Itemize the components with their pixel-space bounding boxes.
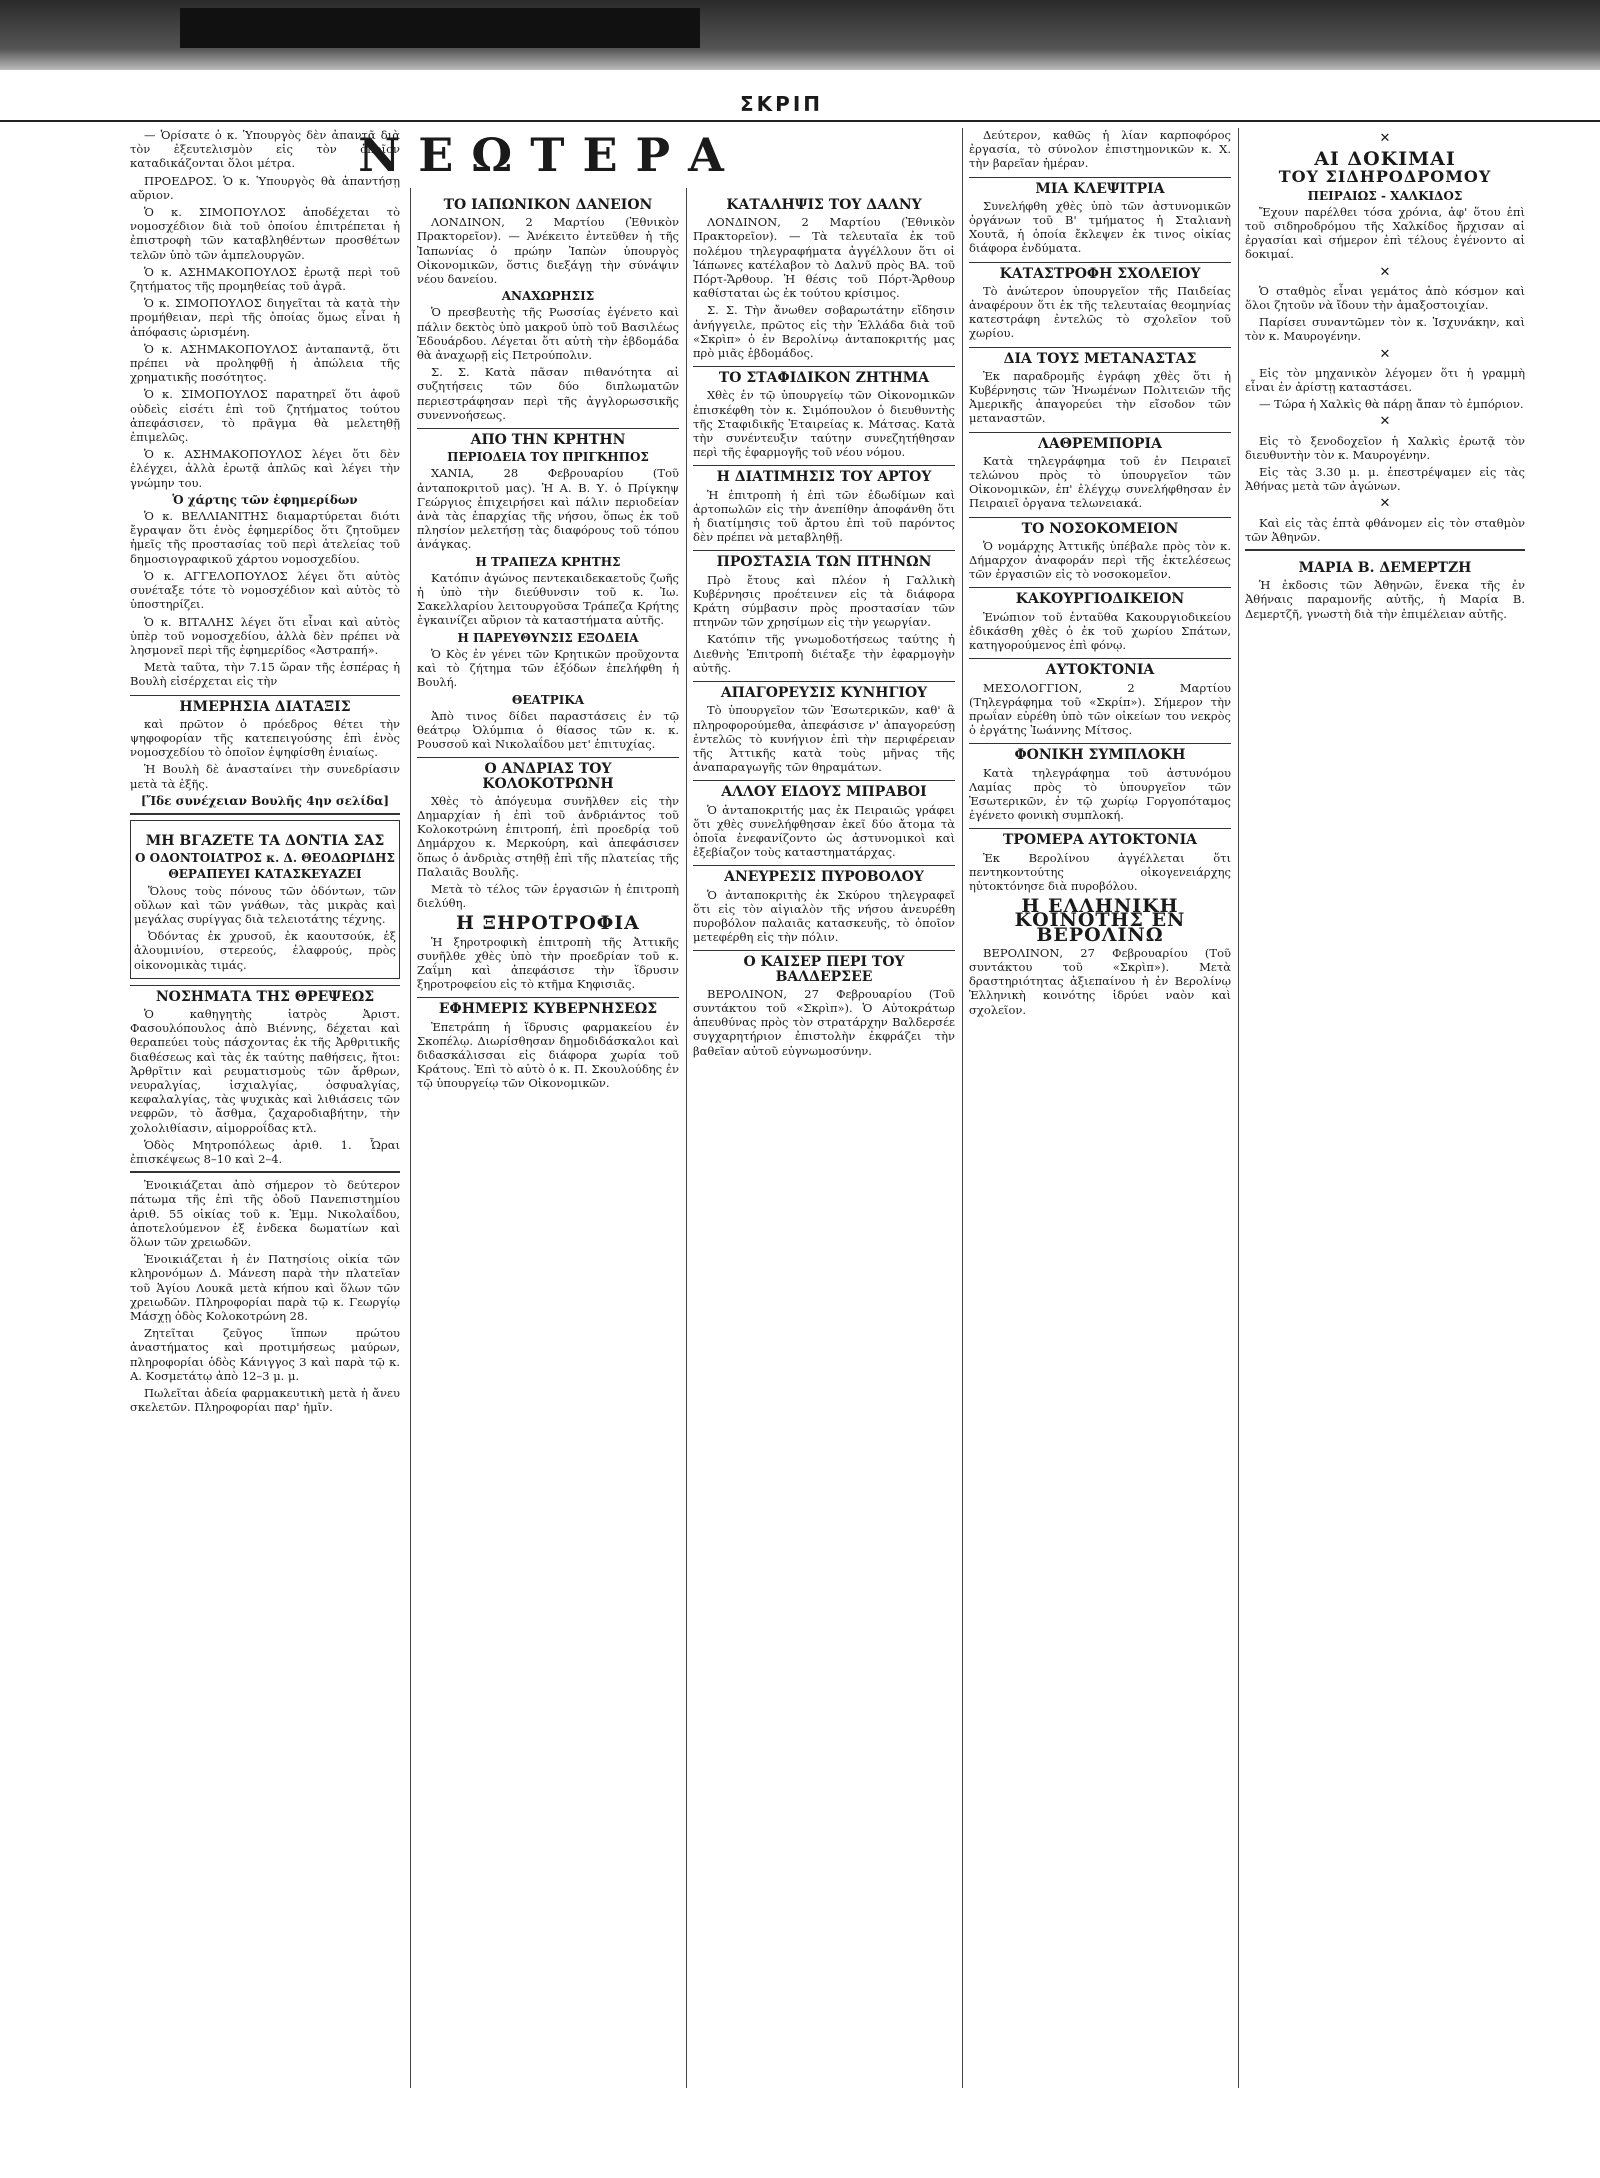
- paragraph: Εἰς τὸν μηχανικὸν λέγομεν ὅτι ἡ γραμμὴ εἶναι ἐν ἀρίστῃ καταστάσει.: [1245, 365, 1525, 395]
- classified: Ἐνοικιάζεται ἀπὸ σήμερον τὸ δεύτερον πάτωμα τῆς ἐπὶ τῆς ὁδοῦ Πανεπιστημίου ἀριθ. 55 οἰκίας τοῦ κ. Ἐμμ. Νικολαΐδου, ἀποτελούμενον ἐξ ἐνδεκα δωματίων καὶ ὅλων τῶν χρειωδῶν.: [130, 1178, 400, 1250]
- paragraph: Ἡ ἐπιτροπὴ ἡ ἐπὶ τῶν ἐδωδίμων καὶ ἀρτοπωλῶν εἰς τὴν ἀνεπίθην ἀποφάνθη ὅτι ἡ διατίμησις τοῦ ἄρτου ἐπὶ τοῦ παρόντος δὲν πρέπει νὰ μεταβληθῇ.: [693, 487, 955, 545]
- section-heading: ΗΜΕΡΗΣΙΑ ΔΙΑΤΑΞΙΣ: [130, 695, 400, 714]
- paragraph: Ἐκ παραδρομῆς ἐγράφη χθὲς ὅτι ἡ Κυβέρνησις τῶν Ἡνωμένων Πολιτειῶν τῆς Ἀμερικῆς ἀπαγορεύει τὴν εἴσοδον τῶν μεταναστῶν.: [969, 368, 1231, 426]
- paragraph: Ὅλους τοὺς πόνους τῶν ὀδόντων, τῶν οὔλων καὶ τῶν γνάθων, τὰς μικρὰς καὶ μεγάλας συρίγγας διὰ τελειοτάτης τέχνης.: [134, 883, 396, 926]
- section-heading: ΛΑΘΡΕΜΠΟΡΙΑ: [969, 432, 1231, 451]
- section-heading-large: ΤΟΥ ΣΙΔΗΡΟΔΡΟΜΟΥ: [1278, 167, 1492, 187]
- section-heading: ΕΦΗΜΕΡΙΣ ΚΥΒΕΡΝΗΣΕΩΣ: [417, 997, 679, 1016]
- paragraph: Τὸ ἀνώτερον ὑπουργεῖον τῆς Παιδείας ἀναφέρουν ὅτι ἐκ τῆς τελευταίας θεομηνίας κατεστράφη ἐντελῶς τὸ σχολεῖον τοῦ χωρίου.: [969, 283, 1231, 341]
- paragraph: Κατὰ τηλεγράφημα τοῦ ἀστυνόμου Λαμίας πρὸς τὸ ὑπουργεῖον τῶν Ἐσωτερικῶν, ἐν τῷ χωρίῳ Γοργοπόταμος ἐγένετο φονικὴ συμπλοκή.: [969, 765, 1231, 823]
- paragraph: Σ. Σ. Τὴν ἄνωθεν σοβαρωτάτην εἴδησιν ἀνήγγειλε, πρῶτος εἰς τὴν Ἑλλάδα διὰ τοῦ «Σκρὶπ» ὁ ἐν Βερολίνῳ ἀνταποκριτής μας πρὸ μιᾶς ἑβδομάδος.: [693, 303, 955, 361]
- classified: Ζητεῖται ζεῦγος ἵππων πρώτου ἀναστήματος καὶ προτιμήσεως μαύρων, πληροφορίαι ὁδὸς Κάνιγγος 3 καὶ παρὰ τῷ κ. Α. Κοσμετάτῳ ἀπὸ 12–3 μ. μ.: [130, 1326, 400, 1383]
- paragraph: καὶ πρῶτον ὁ πρόεδρος θέτει τὴν ψηφοφορίαν τῆς κατεπειγούσης ἐπὶ ἑνὸς νομοσχεδίου τὸ ὁποῖον ἐψηφίσθη ἐνιαίως.: [130, 716, 400, 760]
- paragraph: Ὁ κ. ΣΙΜΟΠΟΥΛΟΣ ἀποδέχεται τὸ νομοσχέδιον διὰ τοῦ ὁποίου ἐπιτρέπεται ἡ ἐπιστροφὴ τῶν καταβληθέντων προσθέτων τελῶν ὑπὸ τῶν ἀμπελουργῶν.: [130, 205, 400, 262]
- subheading: Η ΠΑΡΕΥΘΥΝΣΙΣ ΕΞΟΔΕΙΑ: [457, 630, 639, 645]
- divider: [130, 813, 400, 815]
- paragraph: Ὁ κ. ΣΙΜΟΠΟΥΛΟΣ διηγεῖται τὰ κατὰ τὴν προμήθειαν, περὶ τῆς ὁποίας ὅμως εἶναι ἡ ἀπόφασις ὡρισμένη.: [130, 296, 400, 339]
- section-heading: ΑΝΕΥΡΕΣΙΣ ΠΥΡΟΒΟΛΟΥ: [693, 865, 955, 884]
- section-heading: ΤΟ ΣΤΑΦΙΔΙΚΟΝ ΖΗΤΗΜΑ: [693, 366, 955, 385]
- paragraph: Συνελήφθη χθὲς ὑπὸ τῶν ἀστυνομικῶν ὀργάνων τοῦ Β' τμήματος ἡ Σταλιανὴ Χουτᾶ, ἡ ὁποία ἔκλεψεν ἐκ τινος οἰκίας διάφορα ἐνδύματα.: [969, 198, 1231, 256]
- separator-mark: ✕: [1379, 346, 1391, 362]
- section-heading: ΚΑΤΑΣΤΡΟΦΗ ΣΧΟΛΕΙΟΥ: [969, 262, 1231, 281]
- section-heading-large: Η ΕΛΛΗΝΙΚΗ ΚΟΙΝΟΤΗΣ ΕΝ ΒΕΡΟΛΙΝΩ: [1014, 895, 1186, 946]
- paragraph: Ὁ κ. ΑΣΗΜΑΚΟΠΟΥΛΟΣ λέγει ὅτι δὲν ἐλέγχει, ἀλλὰ ἐρωτᾷ ἁπλῶς καὶ λέγει τὴν γνώμην του.: [130, 447, 400, 490]
- paragraph: Ὁ ἀνταποκριτὴς ἐκ Σκύρου τηλεγραφεῖ ὅτι εἰς τὸν αἰγιαλὸν τῆς νήσου ἀνευρέθη πυροβόλον παλαιᾶς κατασκευῆς, τὸ ὁποῖον μετεφέρθη εἰς τὴν πόλιν.: [693, 887, 955, 945]
- section-heading: ΔΙΑ ΤΟΥΣ ΜΕΤΑΝΑΣΤΑΣ: [969, 347, 1231, 366]
- paragraph: Ὁ κ. ΒΕΛΛΙΑΝΙΤΗΣ διαμαρτύρεται διότι ἔγραψαν ὅτι ἑνὸς ἐφημερίδος ὅτι ζητοῦμεν ἡμεῖς τῆς προστασίας τοῦ περὶ ἀτελείας τοῦ δημοσιογραφικοῦ χάρτου νομοσχεδίου.: [130, 509, 400, 566]
- subheading: ΘΕΑΤΡΙΚΑ: [511, 692, 585, 707]
- section-heading: ΤΟ ΙΑΠΩΝΙΚΟΝ ΔΑΝΕΙΟΝ: [443, 197, 653, 213]
- section-heading: ΑΠΟ ΤΗΝ ΚΡΗΤΗΝ: [417, 428, 679, 447]
- paragraph: — Τώρα ἡ Χαλκὶς θὰ πάρῃ ἄπαν τὸ ἐμπόριον.: [1259, 397, 1524, 412]
- top-scan-band: [0, 0, 1600, 70]
- section-heading: ΑΠΑΓΟΡΕΥΣΙΣ ΚΥΝΗΓΙΟΥ: [693, 681, 955, 700]
- column-4: [962, 128, 1237, 2088]
- paragraph: Ὁ κ. ΒΙΤΑΛΗΣ λέγει ὅτι εἶναι καὶ αὐτὸς ὑπὲρ τοῦ νομοσχεδίου, ἀλλὰ δὲν πρέπει νὰ λησμονεῖ περὶ τῆς ἐφημερίδος «Ἀστραπή».: [130, 614, 400, 657]
- paragraph: Δεύτερον, καθῶς ἡ λίαν καρποφόρος ἐργασία, τὸ σύνολον ἐπιστημονικῶν κ. Χ. τὴν βαρεῖαν ἡμέραν.: [969, 128, 1231, 171]
- section-heading-large: Η ΞΗΡΟΤΡΟΦΙΑ: [456, 912, 640, 935]
- column-2: [410, 188, 685, 2088]
- paragraph: Σ. Σ. Κατὰ πᾶσαν πιθανότητα αἱ συζητήσεις τῶν δύο διπλωματῶν περιεστράφησαν περὶ τῆς ἀγγλορωσσικῆς συνεννοήσεως.: [417, 365, 679, 422]
- paragraph: Ὁ κ. ΑΣΗΜΑΚΟΠΟΥΛΟΣ ἐρωτᾷ περὶ τοῦ ζητήματος τῆς προμηθείας τοῦ ἀγρᾶ.: [130, 264, 400, 294]
- paragraph: Κατόπιν τῆς γνωμοδοτήσεως ταύτης ἡ Διεθνὴς Ἐπιτροπὴ διέταξε τὴν ἐφαρμογὴν αὐτῆς.: [693, 632, 955, 675]
- paragraph: Μετὰ τὸ τέλος τῶν ἐργασιῶν ἡ ἐπιτροπὴ διελύθη.: [417, 881, 679, 911]
- paragraph: Ἡ ἐκδοσις τῶν Ἀθηνῶν, ἕνεκα τῆς ἐν Ἀθήναις παραμονῆς αὐτῆς, ἡ Μαρία Β. Δεμερτζῆ, γνωστὴ διὰ τὴν ἐπιμέλειαν αὐτῆς.: [1245, 578, 1525, 621]
- ad-subheads: ΘΕΡΑΠΕΥΕΙ ΚΑΤΑΣΚΕΥΑΖΕΙ: [168, 867, 362, 882]
- paragraph: Ὁ καθηγητὴς ἰατρὸς Ἀριστ. Φασουλόπουλος ἀπὸ Βιέννης, δέχεται καὶ θεραπεύει τοὺς πάσχοντας ἐκ τῆς Ἀρθριτικῆς διαθέσεως καὶ τὰς ἐκ ταύτης παθήσεις, ἤτοι: Ἀρθρῖτιν καὶ ρευματισμοὺς τῶν ἄρθρων, νευραλγίας, ἰσχιαλγίας, ὀσφυαλγίας, κεφαλαλγίας, τὰς ψυχικὰς καὶ λιθιάσεις τῶν νεφρῶν, τὸ ἄσθμα, ζαχαροδιαβήτην, τὴν χολολιθίασιν, αἱμορροΐδας κτλ.: [130, 1006, 400, 1135]
- ad-title: ΜΗ ΒΓΑΖΕΤΕ ΤΑ ΔΟΝΤΙΑ ΣΑΣ: [145, 832, 385, 849]
- paragraph: Εἰς τὰς 3.30 μ. μ. ἐπεστρέψαμεν εἰς τὰς Ἀθήνας μετὰ τῶν ἀγώνων.: [1245, 465, 1525, 494]
- paragraph: ΒΕΡΟΛΙΝΟΝ, 27 Φεβρουαρίου (Τοῦ συντάκτου τοῦ «Σκρὶπ»). Μετὰ δραστηριότητας ἀξιεπαίνου ἡ ἐν Βερολίνῳ Ἑλληνικὴ κοινότης ἱδρύει ναὸν καὶ σχολεῖον.: [969, 945, 1231, 1017]
- paragraph: Καὶ εἰς τὰς ἐπτὰ φθάνομεν εἰς τὸν σταθμὸν τῶν Ἀθηνῶν.: [1245, 515, 1525, 544]
- paragraph: ΛΟΝΔΙΝΟΝ, 2 Μαρτίου (Ἐθνικὸν Πρακτορεῖον). — Τὰ τελευταῖα ἐκ τοῦ πολέμου τηλεγραφήματα ἀγγέλλουν ὅτι οἱ Ἰάπωνες κατέλαβον τὸ Δαλνῦ πρὸς ΒΑ. τοῦ Πόρτ-Ἄρθουρ. Ἡ θέσις τοῦ Πόρτ-Ἄρθουρ καθίσταται ὡς ἐκ τούτου κρίσιμος.: [693, 215, 955, 301]
- paragraph: Ὁ κ. ΑΓΓΕΛΟΠΟΥΛΟΣ λέγει ὅτι αὐτὸς συνέταξε τότε τὸ νομοσχέδιον καὶ αὐτὸς τὸ ὑποστηρίζει.: [130, 568, 400, 612]
- section-heading: ΤΟ ΝΟΣΟΚΟΜΕΙΟΝ: [969, 517, 1231, 536]
- section-heading: ΜΙΑ ΚΛΕΨΙΤΡΙΑ: [969, 177, 1231, 196]
- section-heading: ΝΟΣΗΜΑΤΑ ΤΗΣ ΘΡΕΨΕΩΣ: [130, 985, 400, 1004]
- paragraph: Ὀδόντας ἐκ χρυσοῦ, ἐκ καουτσούκ, ἐξ ἀλουμινίου, στερεούς, ἐλαφρούς, πρὸς οἰκονομικὰς τιμάς.: [134, 929, 396, 972]
- paragraph: Παρίσει συναντῶμεν τὸν κ. Ἰσχυνάκην, καὶ τὸν κ. Μαυρογένην.: [1245, 315, 1525, 344]
- paragraph: Εἰς τὸ ξενοδοχεῖον ἡ Χαλκὶς ἐρωτᾷ τὸν διευθυντὴν τὸν κ. Μαυρογένην.: [1245, 433, 1525, 462]
- separator-mark: ✕: [1379, 414, 1391, 430]
- dentist-ad: [130, 820, 400, 979]
- paragraph: Ὁ νομάρχης Ἀττικῆς ὑπέβαλε πρὸς τὸν κ. Δήμαρχον ἀναφοράν περὶ τῆς ἐκτελέσεως τῶν ἐργασιῶν εἰς τὸ νοσοκομεῖον.: [969, 538, 1231, 582]
- paragraph: Ἔχουν παρέλθει τόσα χρόνια, ἀφ' ὅτου ἐπὶ τοῦ σιδηροδρόμου τῆς Χαλκίδος ἤρχισαν αἱ ἐργασίαι καὶ σήμερον ἐπὶ τέλους ἐγένοντο αἱ δοκιμαί.: [1245, 204, 1525, 262]
- paragraph: Ἀπὸ τινος δίδει παραστάσεις ἐν τῷ θεάτρῳ Ὀλύμπια ὁ θίασος τῶν κ. κ. Ρουσσοῦ καὶ Νικολαΐδου μετ' ἐπιτυχίας.: [417, 708, 679, 752]
- section-heading: ΑΥΤΟΚΤΟΝΙΑ: [969, 658, 1231, 677]
- paragraph: ΜΕΣΟΛΟΓΓΙΟΝ, 2 Μαρτίου (Τηλεγράφημα τοῦ «Σκρίπ»). Σήμερον τὴν πρωΐαν εὑρέθη ὑπὸ τῶν οἰκείων του νεκρὸς ὁ ἐργάτης Ἰωάννης Μίτσος.: [969, 680, 1231, 738]
- section-heading: ΚΑΚΟΥΡΓΙΟΔΙΚΕΙΟΝ: [969, 587, 1231, 606]
- neotera-banner: ΝΕΩΤΕΡΑ: [358, 128, 742, 182]
- paragraph: Ἐκ Βερολίνου ἀγγέλλεται ὅτι πεντηκοντούτης οἰκογενειάρχης ηὐτοκτόνησε διὰ πυροβόλου.: [969, 850, 1231, 893]
- classified: Ἐνοικιάζεται ἡ ἐν Πατησίοις οἰκία τῶν κληρονόμων Δ. Μάνεση παρὰ τὴν πλατεῖαν τοῦ Ἁγίου Λουκᾶ μετὰ κήπου καὶ ὅλων τῶν χρειωδῶν. Πληροφορίαι παρὰ τῷ κ. Γεωργίῳ Μάσχῃ ὁδὸς Κολοκοτρώνη 28.: [130, 1252, 400, 1324]
- paragraph: ΧΑΝΙΑ, 28 Φεβρουαρίου (Τοῦ ἀνταποκριτοῦ μας). Ἡ Α. Β. Υ. ὁ Πρίγκηψ Γεώργιος ἐπιχειρήσει καὶ πάλιν περιοδείαν ἀνὰ τὰς ἐπαρχίας τῆς νήσου, ὅπως ἐκ τοῦ πλησίον μελετήσῃ τὰς διαφόρους τοῦ τόπου ἀνάγκας.: [417, 466, 679, 552]
- section-heading-large: ΑΙ ΔΟΚΙΜΑΙ: [1314, 148, 1456, 171]
- paragraph: — Ὁρίσατε ὁ κ. Ὑπουργὸς δὲν ἀπαντᾷ διὰ τὸν ἐξευτελισμὸν εἰς τὸν ὁποῖον καταδικάζονται ὅλοι μέτρα.: [130, 128, 400, 171]
- paragraph: Ἐνώπιον τοῦ ἐνταῦθα Κακουργιοδικείου ἐδικάσθη χθὲς ὁ ἐκ τοῦ χωρίου Σπάτων, κατηγορούμενος ἐπὶ φόνῳ.: [969, 609, 1231, 653]
- paragraph: Ἡ Βουλὴ δὲ ἀνασταίνει τὴν συνεδρίασιν μετὰ τὰ ἐξῆς.: [130, 762, 400, 791]
- paragraph: Τὸ ὑπουργεῖον τῶν Ἐσωτερικῶν, καθ' ἃ πληροφορούμεθα, ἀπεφάσισε ν' ἀπαγορεύσῃ ἐντελῶς τὸ κυνήγιον ἐπὶ τὴν περιφέρειαν τῆς Ἀττικῆς κατὰ τοὺς μῆνας τῆς ἀναπαραγωγῆς τῶν θηραμάτων.: [693, 703, 955, 775]
- section-heading: ΜΑΡΙΑ Β. ΔΕΜΕΡΤΖΗ: [1298, 560, 1472, 577]
- subheading: ΠΕΡΙΟΔΕΙΑ ΤΟΥ ΠΡΙΓΚΗΠΟΣ: [447, 450, 649, 465]
- subheading: ΠΕΙΡΑΙΩΣ - ΧΑΛΚΙΔΟΣ: [1307, 188, 1463, 203]
- column-1: [130, 128, 406, 2088]
- classified: Πωλεῖται ἀδεία φαρμακευτικὴ μετὰ ἡ ἄνευ σκελετῶν. Πληροφορίαι παρ' ἡμῖν.: [130, 1386, 400, 1415]
- paragraph: Ὁ Κὸς ἐν γένει τῶν Κρητικῶν προῦχοντα καὶ τὸ ζήτημα τῶν ἐξόδων ἐπελήφθη ἡ Βουλή.: [417, 646, 679, 690]
- divider: [130, 1171, 400, 1173]
- masthead-name: ΣΚΡΙΠ: [740, 92, 823, 116]
- section-heading: Ο ΑΝΔΡΙΑΣ ΤΟΥ ΚΟΛΟΚΟΤΡΩΝΗ: [417, 757, 679, 790]
- paragraph: Μετὰ ταῦτα, τὴν 7.15 ὥραν τῆς ἑσπέρας ἡ Βουλὴ εἰσέρχεται εἰς τὴν: [130, 660, 400, 689]
- paragraph: Χθὲς ἐν τῷ ὑπουργείῳ τῶν Οἰκονομικῶν ἐπισκέφθη τὸν κ. Σιμόπουλον ὁ διευθυντὴς τῆς Σταφιδικῆς Ἐταιρείας κ. Μάτσας. Κατὰ τὴν συνέντευξιν ταύτην συνεζητήθησαν περὶ τῆς ἐφαρμογῆς τοῦ νέου νόμου.: [693, 388, 955, 460]
- subheading: Η ΤΡΑΠΕΖΑ ΚΡΗΤΗΣ: [475, 554, 621, 569]
- subheading: ΑΝΑΧΩΡΗΣΙΣ: [501, 289, 595, 304]
- paragraph: Ὁ κ. ΣΙΜΟΠΟΥΛΟΣ παρατηρεῖ ὅτι ἀφοῦ οὐδεὶς εἰσέτι ἐπὶ τοῦ ζητήματος τούτου ἀπεφάσισεν, τὸ πρᾶγμα θὰ μελετηθῇ ἐπιμελῶς.: [130, 387, 400, 445]
- section-heading: ΠΡΟΣΤΑΣΙΑ ΤΩΝ ΠΤΗΝΩΝ: [693, 550, 955, 569]
- section-heading: ΤΡΟΜΕΡΑ ΑΥΤΟΚΤΟΝΙΑ: [969, 828, 1231, 847]
- subheading: Ὁ χάρτης τῶν ἐφημερίδων: [172, 492, 358, 507]
- paragraph: Ἡ ξηροτροφικὴ ἐπιτροπὴ τῆς Ἀττικῆς συνῆλθε χθὲς ὑπὸ τὴν προεδρίαν τοῦ κ. Ζαΐμη καὶ ἀπεφάσισε τὴν ἵδρυσιν ξηροτροφείου εἰς τὸ κτῆμα Κηφισιᾶς.: [417, 934, 679, 992]
- paragraph: Ὁ ἀνταποκριτής μας ἐκ Πειραιῶς γράφει ὅτι χθὲς συνελήφθησαν ἐκεῖ δύο ἄτομα τὰ ὁποῖα ἐνεφανίζοντο ὡς ἀστυνομικοὶ καὶ ἐξεβίαζον τοὺς καταστηματάρχας.: [693, 802, 955, 860]
- separator-mark: ✕: [1379, 131, 1391, 146]
- section-heading: ΦΟΝΙΚΗ ΣΥΜΠΛΟΚΗ: [969, 743, 1231, 762]
- paragraph: Ὁ σταθμὸς εἶναι γεμάτος ἀπὸ κόσμον καὶ ὅλοι ζητοῦν νὰ ἴδουν τὴν ἁμαξοστοιχίαν.: [1245, 283, 1525, 313]
- section-heading: ΚΑΤΑΛΗΨΙΣ ΤΟΥ ΔΑΛΝΥ: [726, 197, 922, 213]
- paragraph: Πρὸ ἔτους καὶ πλέον ἡ Γαλλικὴ Κυβέρνησις προέτεινεν εἰς τὰ διάφορα Κράτη σύμβασιν πρὸς προστασίαν τῶν πτηνῶν τῶν χρησίμων εἰς τὴν γεωργίαν.: [693, 572, 955, 630]
- paragraph: ΛΟΝΔΙΝΟΝ, 2 Μαρτίου (Ἐθνικὸν Πρακτορεῖον). — Ἀνέκειτο ἐντεῦθεν ἡ τῆς Ἰαπωνίας ὁ πρώην Ἰαπὼν ὑπουργὸς Οἰκονομικῶν, ὅστις διεξάγῃ τὴν σύνάψιν νέου δανείου.: [417, 215, 679, 287]
- paragraph: Κατὰ τηλεγράφημα τοῦ ἐν Πειραιεῖ τελώνου πρὸς τὸ ὑπουργεῖον τῶν Οἰκονομικῶν, ἐπ' ἐλέγχῳ συνελήφθησαν ἐν Πειραιεῖ ὀργανα τελωνειακά.: [969, 453, 1231, 511]
- paragraph: Κατόπιν ἀγώνος πεντεκαιδεκαετοῦς ζωῆς ἡ ὑπὸ τὴν διεύθυνσιν τοῦ κ. Ἰω. Σακελλαρίου λειτουργοῦσα Τράπεζα Κρήτης ἐγκαινίζει αὔριον τὰ καταστήματα αὐτῆς.: [417, 570, 679, 628]
- section-heading: Η ΔΙΑΤΙΜΗΣΙΣ ΤΟΥ ΑΡΤΟΥ: [693, 465, 955, 484]
- masthead: [0, 92, 1600, 122]
- dark-fold: [180, 8, 700, 48]
- divider: [1245, 549, 1525, 551]
- section-heading: ΑΛΛΟΥ ΕΙΔΟΥΣ ΜΠΡΑΒΟΙ: [693, 780, 955, 799]
- section-heading: Ο ΚΑΙΣΕΡ ΠΕΡΙ ΤΟΥ ΒΑΛΔΕΡΣΕΕ: [693, 950, 955, 983]
- paragraph: ΒΕΡΟΛΙΝΟΝ, 27 Φεβρουαρίου (Τοῦ συντάκτου τοῦ «Σκρὶπ»). Ὁ Αὐτοκράτωρ ἀπευθύνας πρὸς τὸν στρατάρχην Βαλδερσέε συγχαρητήριον ἐπιστολὴν ἐκφράζει τὴν βαθεῖαν αὐτοῦ εὐγνωμοσύνην.: [693, 986, 955, 1058]
- column-5: [1238, 128, 1525, 2088]
- paragraph: Ὁ πρεσβευτὴς τῆς Ρωσσίας ἐγένετο καὶ πάλιν δεκτὸς ὑπὸ μακροῦ ὑπὸ τοῦ Βασιλέως Ἐδουάρδου. Λέγεται ὅτι αὐτὴ τὴν ἑβδομάδα θὰ ἀναχωρῇ εἰς Πετρούπολιν.: [417, 305, 679, 363]
- paragraph: Ἐπετράπη ἡ ἵδρυσις φαρμακείου ἐν Σκοπέλῳ. Διωρίσθησαν δημοδιδάσκαλοι καὶ διδασκάλισσαι εἰς διάφορα χωρία τοῦ Κράτους. Ἐπὶ τὸ αὐτὸ ὁ κ. Π. Σκουλούδης ἐν τῷ ὑπουργείῳ τῶν Οἰκονομικῶν.: [417, 1019, 679, 1091]
- ad-subtitle: Ο ΟΔΟΝΤΟΙΑΤΡΟΣ κ. Δ. ΘΕΟΔΩΡΙΔΗΣ: [134, 851, 396, 866]
- separator-mark: ✕: [1379, 496, 1391, 512]
- paragraph: Ὁδὸς Μητροπόλεως ἀριθ. 1. Ὧραι ἐπισκέψεως 8–10 καὶ 2–4.: [130, 1137, 400, 1166]
- column-3: [686, 188, 961, 2088]
- paragraph: Ὁ κ. ΑΣΗΜΑΚΟΠΟΥΛΟΣ ἀνταπαντᾷ, ὅτι πρέπει νὰ προληφθῇ ἡ ἀπώλεια τῆς χρηματικῆς ποσότητος.: [130, 341, 400, 385]
- paragraph: ΠΡΟΕΔΡΟΣ. Ὁ κ. Ὑπουργὸς θὰ ἀπαντήσῃ αὔριον.: [130, 173, 400, 202]
- page-columns: [130, 128, 1530, 2088]
- paragraph: Χθὲς τὸ ἀπόγευμα συνῆλθεν εἰς τὴν Δημαρχίαν ἡ ἐπὶ τοῦ ἀνδριάντος τοῦ Κολοκοτρώνη ἐπιτροπή, ἐπὶ προεδρίᾳ τοῦ Δημάρχου κ. Μερκούρη, καὶ ἀπεφάσισεν ὅπως ὁ ἀνδριὰς στηθῇ ἐπὶ τῆς πλατείας τῆς Παλαιᾶς Βουλῆς.: [417, 793, 679, 879]
- continuation-note: [Ἴδε συνέχειαν Βουλῆς 4ην σελίδα]: [140, 793, 390, 808]
- separator-mark: ✕: [1379, 264, 1391, 280]
